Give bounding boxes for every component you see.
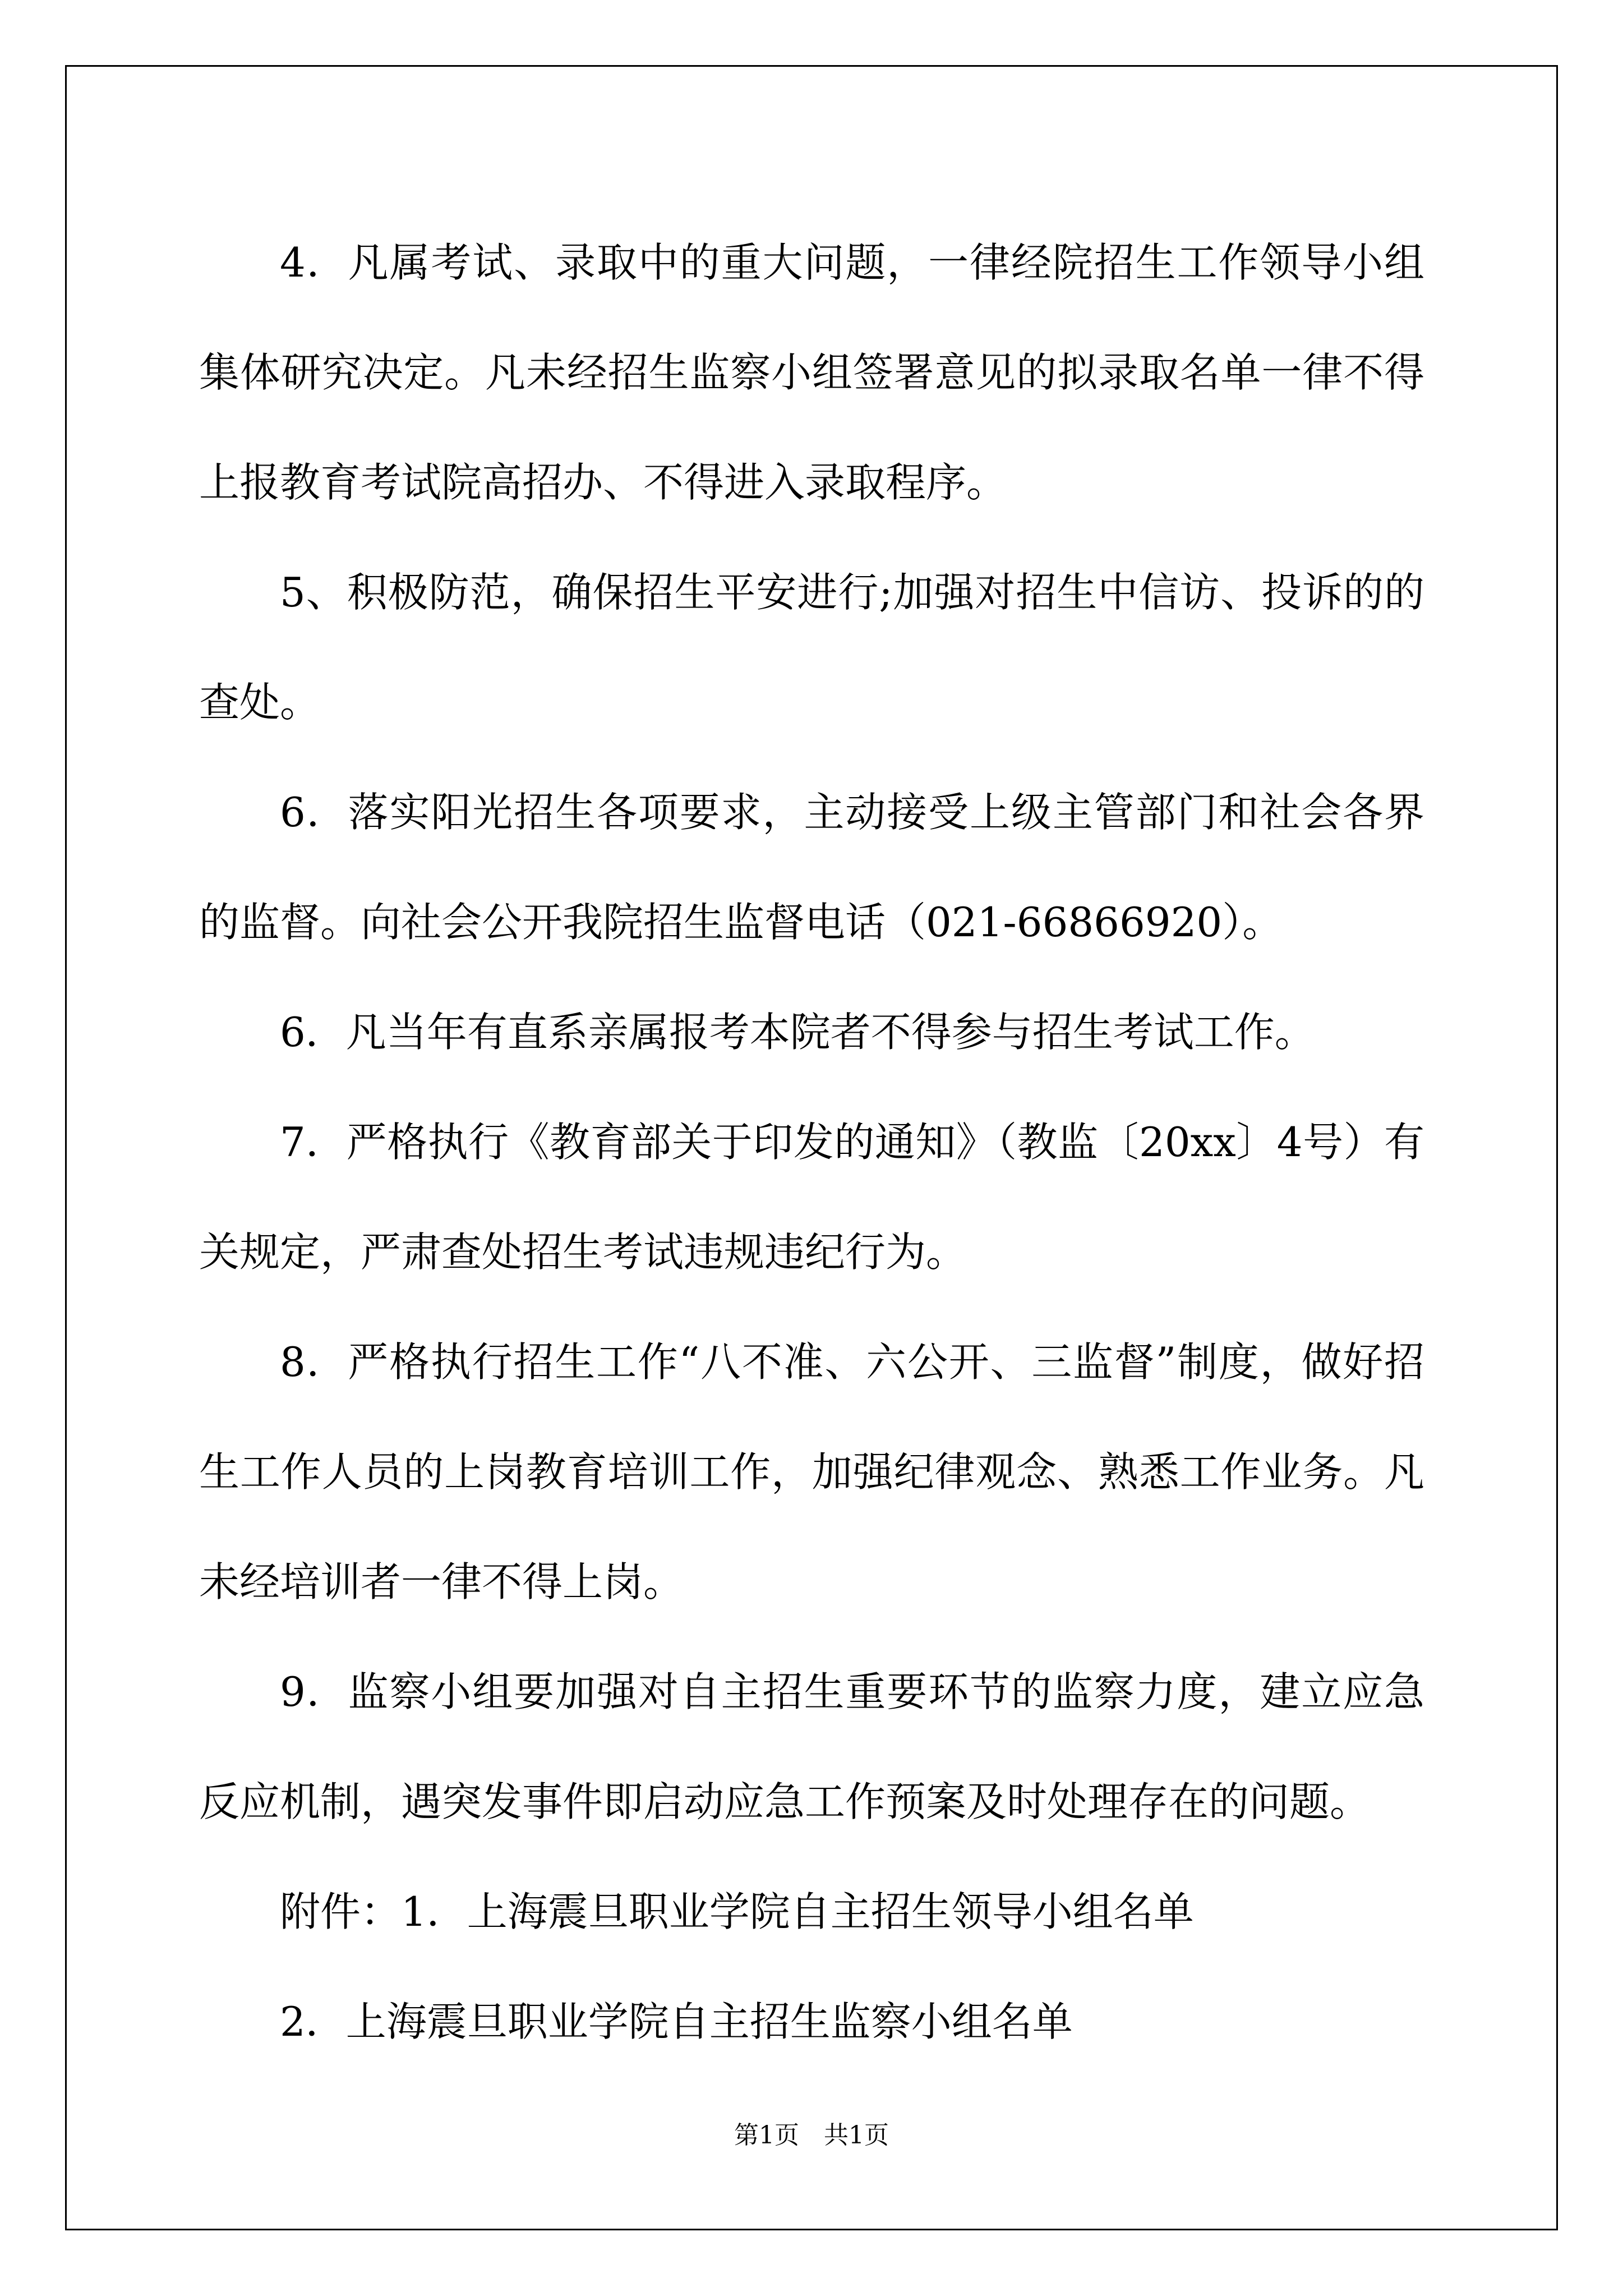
- paragraph-4: 4．凡属考试、录取中的重大问题，一律经院招生工作领导小组集体研究决定。凡未经招生监察小组签署意见的拟录取名单一律不得上报教育考试院高招办、不得进入录取程序。: [199, 239, 1424, 506]
- paragraph-6b: 6．凡当年有直系亲属报考本院者不得参与招生考试工作。: [280, 1009, 1315, 1056]
- paragraph-9: 9．监察小组要加强对自主招生重要环节的监察力度，建立应急反应机制，遇突发事件即启动应急工作预案及时处理存在的问题。: [199, 1668, 1424, 1825]
- paragraph-5: 5、积极防范，确保招生平安进行;加强对招生中信访、投诉的的查处。: [199, 569, 1424, 726]
- attachment-line-1: 附件：1．上海震旦职业学院自主招生领导小组名单: [280, 1888, 1194, 1935]
- paragraph-8: 8．严格执行招生工作“八不准、六公开、三监督”制度，做好招生工作人员的上岗教育培训工作，加强纪律观念、熟悉工作业务。凡未经培训者一律不得上岗。: [199, 1338, 1424, 1605]
- document-body: [199, 208, 1424, 2077]
- page-footer: 第1页 共1页: [734, 2121, 889, 2150]
- attachment-line-2: 2．上海震旦职业学院自主招生监察小组名单: [280, 1998, 1073, 2045]
- paragraph-6a: 6．落实阳光招生各项要求，主动接受上级主管部门和社会各界的监督。向社会公开我院招生监督电话（021-66866920）。: [199, 789, 1424, 946]
- paragraph-7: 7．严格执行《教育部关于印发的通知》（教监〔20xx〕4号）有关规定，严肃查处招生考试违规违纪行为。: [199, 1119, 1424, 1276]
